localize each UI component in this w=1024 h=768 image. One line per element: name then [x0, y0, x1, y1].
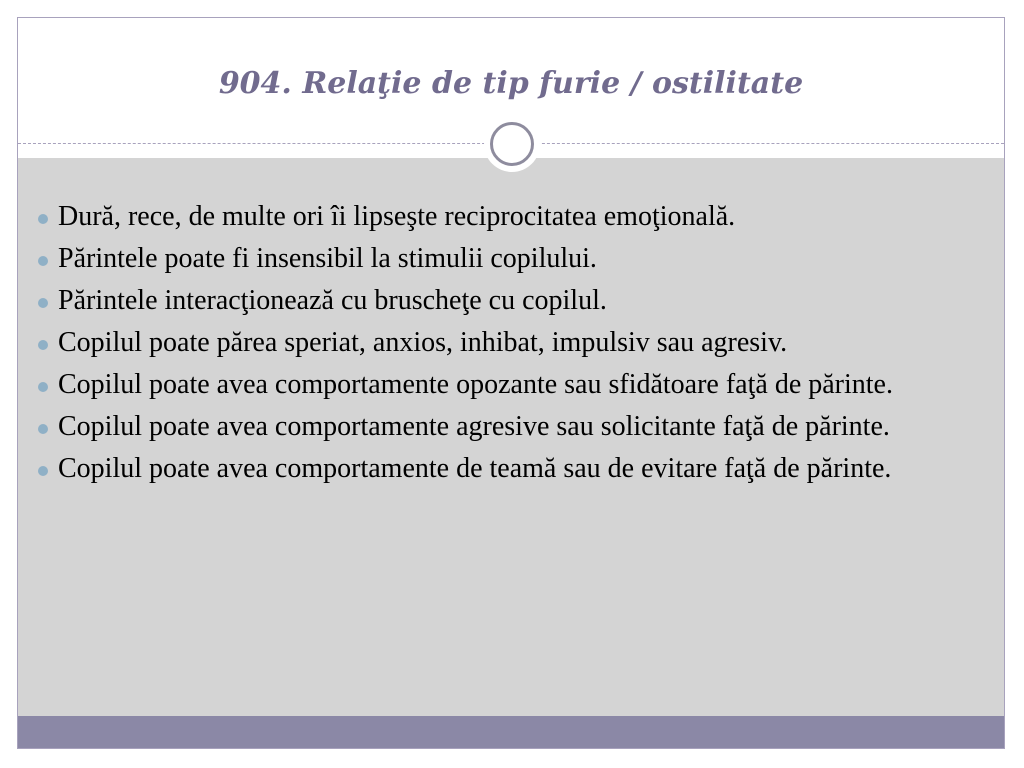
slide-title: 904. Relaţie de tip furie / ostilitate [218, 66, 804, 101]
bullet-item [38, 410, 958, 443]
bullet-list [38, 200, 958, 494]
bullet-dot-icon [38, 340, 48, 350]
bullet-dot-icon [38, 424, 48, 434]
bullet-item [38, 242, 958, 275]
bullet-item [38, 200, 958, 233]
bullet-text: Părintele interacţionează cu bruscheţe cu copilul. [58, 285, 607, 316]
bullet-text: Copilul poate avea comportamente agresive sau solicitante faţă de părinte. [58, 411, 890, 442]
bullet-text: Copilul poate părea speriat, anxios, inhibat, impulsiv sau agresiv. [58, 327, 788, 358]
bullet-text: Părintele poate fi insensibil la stimulii copilului. [58, 243, 597, 274]
footer-bar [18, 716, 1004, 749]
bullet-item [38, 368, 958, 401]
ornament-ring [490, 122, 534, 166]
bullet-dot-icon [38, 256, 48, 266]
bullet-text: Dură, rece, de multe ori îi lipseşte reciprocitatea emoţională. [58, 201, 736, 232]
bullet-item [38, 452, 958, 485]
bullet-dot-icon [38, 466, 48, 476]
bullet-text: Copilul poate avea comportamente de teamă sau de evitare faţă de părinte. [58, 453, 892, 484]
bullet-item [38, 284, 958, 317]
bullet-item [38, 326, 958, 359]
bullet-dot-icon [38, 214, 48, 224]
bullet-text: Copilul poate avea comportamente opozante sau sfidătoare faţă de părinte. [58, 369, 893, 400]
bullet-dot-icon [38, 298, 48, 308]
circle-ornament-icon [484, 116, 540, 172]
bullet-dot-icon [38, 382, 48, 392]
